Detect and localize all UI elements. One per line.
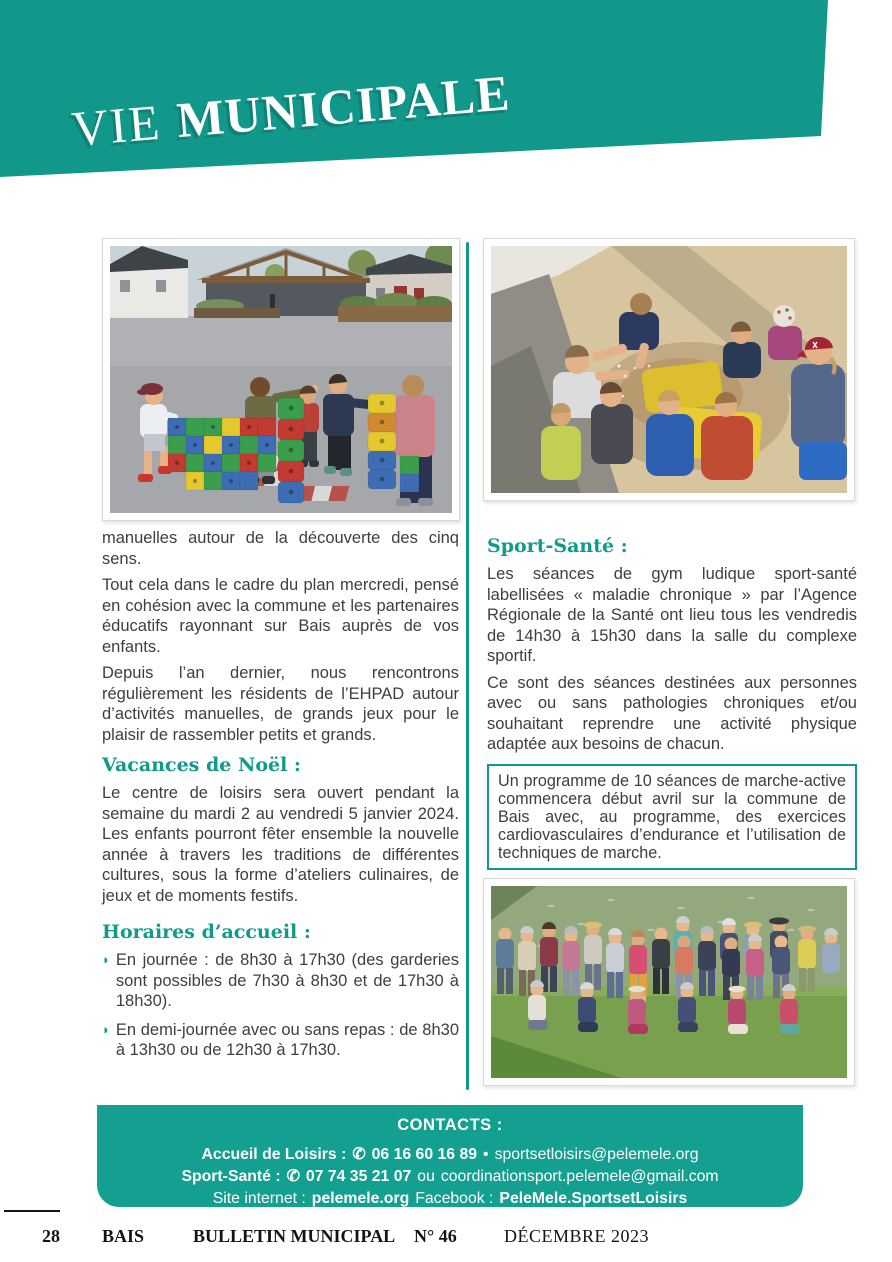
paragraph: Tout cela dans le cadre du plan mercredi, pensé en cohésion avec la commune et les partenaires éducatifs rayonnant sur Bais auprès de vos enfants. xyxy=(102,576,459,656)
paragraph: Les séances de gym ludique sport-santé labellisées « maladie chronique » par l’Agence Régionale de la Santé ont lieu tous les vendredis de 14h30 à 15h30 dans la salle du complexe sportif. xyxy=(487,565,857,665)
footer-date: DÉCEMBRE 2023 xyxy=(504,1226,650,1246)
contacts-title: CONTACTS : xyxy=(397,1116,503,1134)
contact-line-web xyxy=(97,1188,803,1210)
footer xyxy=(0,1226,892,1250)
photo-children-blocks-illustration xyxy=(110,246,452,513)
section-banner xyxy=(0,0,892,200)
column-divider xyxy=(466,242,469,1090)
facebook-label: Facebook : xyxy=(415,1190,494,1207)
photo-children-water-play xyxy=(483,238,855,501)
heading-horaires-accueil: Horaires d’accueil : xyxy=(102,921,311,943)
page-number: 28 xyxy=(42,1226,60,1246)
separator: ou xyxy=(417,1168,435,1185)
heading-vacances-noel: Vacances de Noël : xyxy=(102,754,301,776)
paragraph: Depuis l’an dernier, nous rencontrons régulièrement les résidents de l’EHPAD autour d’activités manuelles, de grands jeux pour le plaisir de rassembler petits et grands. xyxy=(102,664,459,744)
list-item xyxy=(102,950,459,1012)
footer-issue-number: N° 46 xyxy=(414,1226,457,1246)
contact-line-accueil xyxy=(97,1144,803,1166)
separator: • xyxy=(483,1146,489,1163)
email-address: coordinationsport.pelemele@gmail.com xyxy=(440,1168,719,1185)
contact-line-sport-sante xyxy=(97,1166,803,1188)
paragraph: manuelles autour de la découverte des cinq sens. xyxy=(102,529,459,568)
website-label: Site internet : xyxy=(212,1190,306,1207)
contact-label: Accueil de Loisirs : xyxy=(201,1146,347,1163)
facebook-name: PeleMele.SportsetLoisirs xyxy=(499,1190,688,1207)
left-column xyxy=(102,528,459,1069)
phone-number: 07 74 35 21 07 xyxy=(305,1168,412,1185)
list-item xyxy=(102,1020,459,1061)
right-column xyxy=(487,534,857,870)
paragraph: Le centre de loisirs sera ouvert pendant la semaine du mardi 2 au vendredi 5 janvier 2024. Les enfants pourront fêter ensemble la nouvelle année à travers les traditions de différentes cultures, sous la forme d’ateliers culinaires, de jeux et de moments festifs. xyxy=(102,784,459,905)
highlight-box-marche-active: Un programme de 10 séances de marche-active commencera début avril sur la commune de Bais avec, au programme, des exercices cardiovasculaires d’endurance et l’utilisation de techniques de marche. xyxy=(487,764,857,870)
heading-sport-sante: Sport-Santé : xyxy=(487,535,628,557)
list-item-text: En journée : de 8h30 à 17h30 (des garderies sont possibles de 7h30 à 8h30 et de 17h30 à 18h30). xyxy=(115,951,459,1010)
bullet-icon: ◗ xyxy=(102,1021,110,1037)
contact-label: Sport-Santé : xyxy=(181,1168,281,1185)
website-url: pelemele.org xyxy=(311,1190,410,1207)
paragraph: Ce sont des séances destinées aux personnes avec ou sans pathologies chroniques et/ou souhaitant reprendre une activité physique adaptée aux besoins de chacun. xyxy=(487,673,857,753)
email-address: sportsetloisirs@pelemele.org xyxy=(494,1146,699,1163)
footer-city: BAIS xyxy=(102,1226,145,1246)
phone-number: 06 16 60 16 89 xyxy=(371,1146,478,1163)
footer-publication: BULLETIN MUNICIPAL xyxy=(193,1226,396,1246)
contacts-panel xyxy=(97,1105,803,1207)
phone-icon: ✆ xyxy=(286,1168,300,1185)
phone-icon: ✆ xyxy=(352,1146,366,1163)
bullet-icon: ◗ xyxy=(102,952,110,967)
page-title-word-vie: VIE xyxy=(69,93,164,157)
photo-seniors-group xyxy=(483,878,855,1086)
list-item-text: En demi-journée avec ou sans repas : de 8h30 à 13h30 ou de 12h30 à 17h30. xyxy=(115,1020,459,1059)
page-title-word-municipale: MUNICIPALE xyxy=(174,64,513,149)
photo-children-blocks xyxy=(102,238,460,521)
photo-seniors-group-illustration xyxy=(491,886,847,1078)
photo-children-water-play-illustration xyxy=(491,246,847,493)
footer-rule xyxy=(4,1210,60,1212)
